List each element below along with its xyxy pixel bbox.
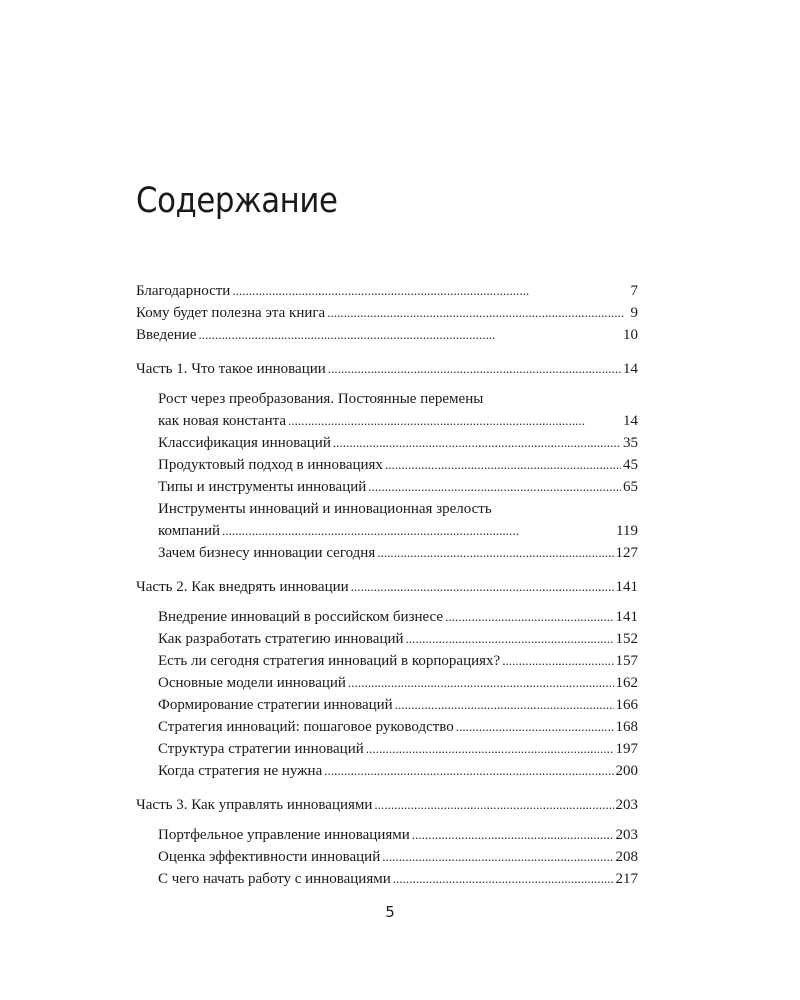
toc-entry-page: 9: [630, 305, 638, 321]
toc-entry-acknowledgements: [136, 280, 638, 302]
toc-entry-page: 162: [615, 675, 638, 691]
toc-entry: [136, 476, 638, 498]
toc-entry-title: Стратегия инноваций: пошаговое руководство: [158, 719, 454, 735]
dot-leader: [333, 432, 621, 454]
dot-leader: [406, 628, 614, 650]
dot-leader: [348, 672, 614, 694]
toc-entry: [136, 694, 638, 716]
toc-entry: [136, 410, 638, 432]
toc-entry-page: 197: [615, 741, 638, 757]
toc-entry-page: 10: [623, 327, 638, 343]
toc-entry-line1: [136, 388, 638, 410]
toc-entry-page: 208: [615, 849, 638, 865]
dot-leader: [385, 454, 621, 476]
dot-leader: [412, 824, 614, 846]
dot-leader: [456, 716, 614, 738]
toc-entry-title: Классификация инноваций: [158, 435, 331, 451]
toc-entry-title: Введение: [136, 327, 197, 343]
toc-entry-title: Продуктовый подход в инновациях: [158, 457, 383, 473]
toc-entry-title: Структура стратегии инноваций: [158, 741, 364, 757]
toc-entry-page: 168: [615, 719, 638, 735]
toc-entry-title: Часть 3. Как управлять инновациями: [136, 797, 373, 813]
dot-leader: [351, 576, 614, 598]
dot-leader: [393, 868, 614, 890]
toc-entry-title: С чего начать работу с инновациями: [158, 871, 391, 887]
toc-entry-page: 166: [615, 697, 638, 713]
dot-leader: [368, 476, 621, 498]
toc-entry-page: 119: [616, 523, 638, 539]
toc-entry: [136, 846, 638, 868]
dot-leader: [288, 410, 621, 432]
table-of-contents: [136, 280, 638, 890]
toc-entry: [136, 738, 638, 760]
toc-entry-title: Внедрение инноваций в российском бизнесе: [158, 609, 444, 625]
dot-leader: [374, 794, 613, 816]
toc-entry-title: Оценка эффективности инноваций: [158, 849, 381, 865]
toc-entry: [136, 672, 638, 694]
toc-entry-page: 35: [623, 435, 638, 451]
dot-leader: [445, 606, 613, 628]
toc-entry-title-line1: Рост через преобразования. Постоянные перемены: [158, 391, 484, 407]
dot-leader: [232, 280, 628, 302]
dot-leader: [502, 650, 613, 672]
toc-entry-title: Когда стратегия не нужна: [158, 763, 323, 779]
toc-entry-page: 217: [615, 871, 638, 887]
toc-entry-audience: [136, 302, 638, 324]
toc-entry: [136, 824, 638, 846]
toc-entry: [136, 454, 638, 476]
toc-entry-page: 141: [615, 579, 638, 595]
dot-leader: [328, 358, 621, 380]
toc-entry-page: 203: [615, 827, 638, 843]
toc-entry: [136, 542, 638, 564]
toc-entry: [136, 716, 638, 738]
toc-entry-page: 203: [615, 797, 638, 813]
toc-entry-page: 45: [623, 457, 638, 473]
toc-entry: [136, 868, 638, 890]
toc-entry: [136, 606, 638, 628]
toc-entry-introduction: [136, 324, 638, 346]
toc-entry-title: Портфельное управление инновациями: [158, 827, 410, 843]
dot-leader: [382, 846, 613, 868]
dot-leader: [395, 694, 614, 716]
toc-entry-page: 157: [615, 653, 638, 669]
toc-entry-title: Зачем бизнесу инновации сегодня: [158, 545, 376, 561]
toc-entry-page: 152: [615, 631, 638, 647]
toc-entry-title: Часть 2. Как внедрять инновации: [136, 579, 349, 595]
toc-entry-title: Благодарности: [136, 283, 231, 299]
toc-entry-page: 127: [615, 545, 638, 561]
toc-entry: [136, 432, 638, 454]
toc-entry-line1: [136, 498, 638, 520]
dot-leader: [366, 738, 614, 760]
toc-entry-title: Часть 1. Что такое инновации: [136, 361, 326, 377]
toc-part-2: [136, 576, 638, 598]
dot-leader: [377, 542, 613, 564]
page-title: Содержание: [136, 181, 338, 221]
toc-entry: [136, 760, 638, 782]
dot-leader: [324, 760, 613, 782]
page-number: 5: [385, 903, 395, 921]
toc-part-3: [136, 794, 638, 816]
toc-entry: [136, 628, 638, 650]
toc-entry-title: Есть ли сегодня стратегия инноваций в корпорациях?: [158, 653, 501, 669]
toc-entry-page: 65: [623, 479, 638, 495]
toc-entry-title: Формирование стратегии инноваций: [158, 697, 393, 713]
toc-entry-title: Как разработать стратегию инноваций: [158, 631, 404, 647]
toc-entry-title: Типы и инструменты инноваций: [158, 479, 367, 495]
toc-entry-title-line1: Инструменты инноваций и инновационная зрелость: [158, 501, 492, 517]
dot-leader: [327, 302, 628, 324]
toc-entry-title: компаний: [158, 523, 220, 539]
dot-leader: [198, 324, 621, 346]
toc-part-1: [136, 358, 638, 380]
toc-entry-page: 14: [623, 361, 638, 377]
toc-entry: [136, 650, 638, 672]
toc-entry-title: Кому будет полезна эта книга: [136, 305, 326, 321]
toc-entry-title: как новая константа: [158, 413, 287, 429]
toc-entry-page: 141: [615, 609, 638, 625]
dot-leader: [222, 520, 614, 542]
toc-entry-page: 200: [615, 763, 638, 779]
toc-entry-title: Основные модели инноваций: [158, 675, 346, 691]
toc-entry-page: 14: [623, 413, 638, 429]
toc-entry-page: 7: [630, 283, 638, 299]
toc-entry: [136, 520, 638, 542]
